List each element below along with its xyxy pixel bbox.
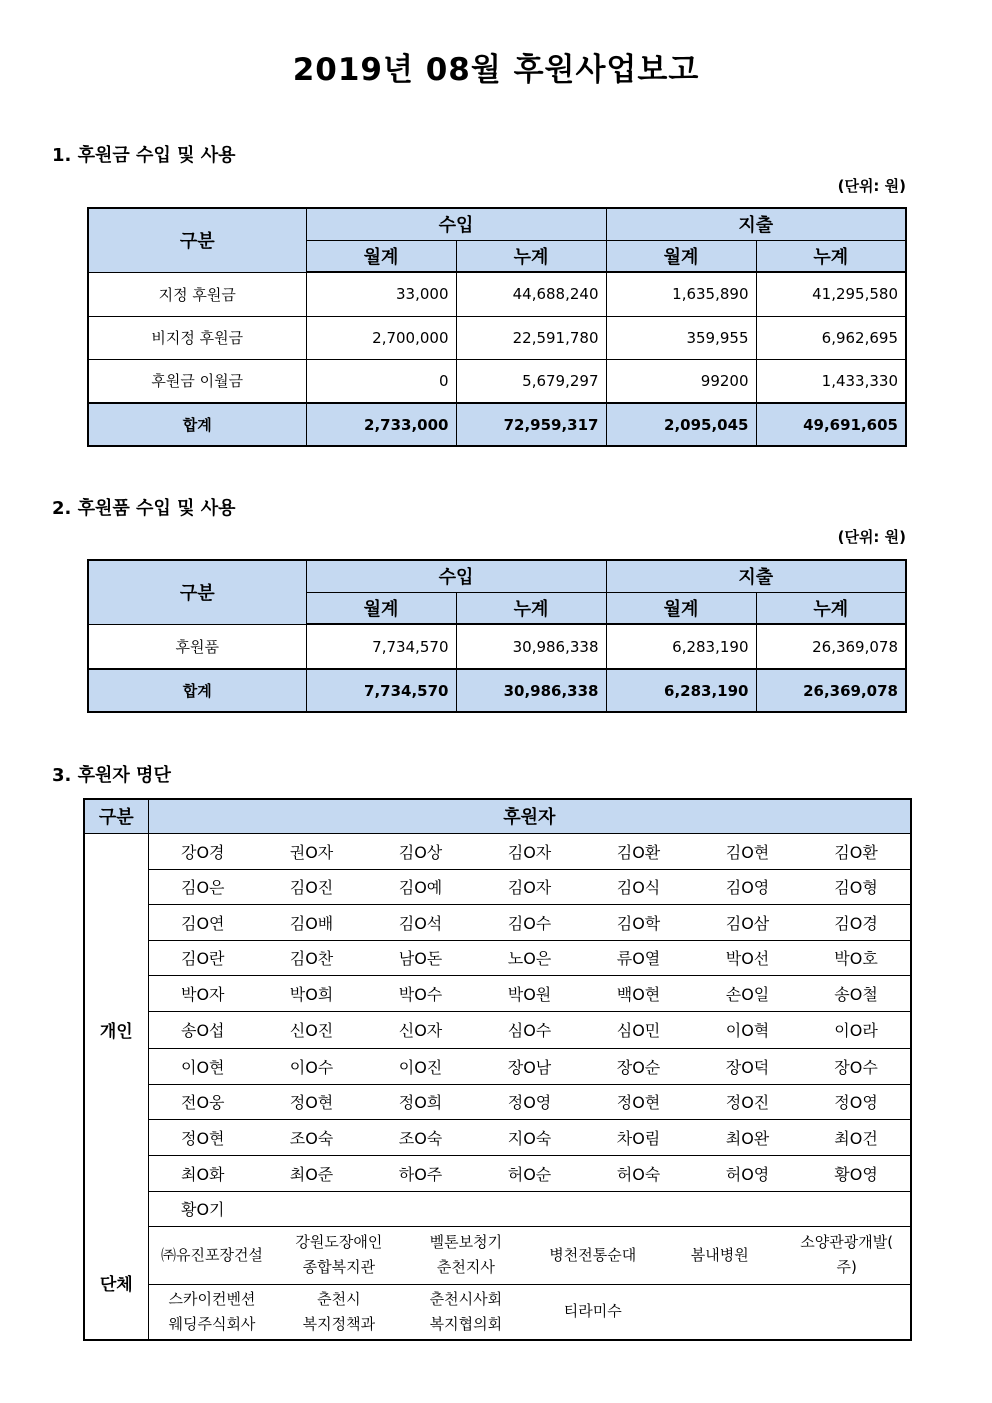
group-name (275, 1287, 402, 1337)
donor-name: 손O일 (693, 975, 802, 1011)
section3-heading: 3. 후원자 명단 (52, 765, 171, 786)
donor-name: 장O수 (802, 1048, 911, 1084)
donor-name: 김O삼 (693, 904, 802, 940)
total-label: 합계 (88, 403, 306, 446)
group-name-line: 춘천시 (317, 1289, 361, 1308)
group-cell-container (148, 1284, 911, 1340)
donor-name: 허O영 (693, 1155, 802, 1191)
table-row (88, 272, 906, 316)
cell-value: 33,000 (306, 272, 456, 316)
row-label: 비지정 후원금 (88, 316, 306, 359)
total-value: 30,986,338 (456, 669, 606, 712)
table-row (88, 316, 906, 359)
header-expense-cumulative: 누계 (756, 592, 906, 624)
group-name (402, 1230, 529, 1280)
total-value: 49,691,605 (756, 403, 906, 446)
cell-value: 6,283,190 (606, 624, 756, 669)
page-title: 2019년 08월 후원사업보고 (292, 52, 700, 88)
cell-value: 6,962,695 (756, 316, 906, 359)
group-name-line: 춘천지사 (436, 1258, 495, 1276)
donor-name: 이O현 (148, 1048, 257, 1084)
total-label: 합계 (88, 669, 306, 712)
donor-name: 최O준 (257, 1155, 366, 1191)
donor-row (84, 1048, 911, 1084)
donor-name: 김O자 (475, 833, 584, 869)
donor-name: 송O섭 (148, 1011, 257, 1048)
donor-name: 김O자 (475, 869, 584, 904)
cell-value: 1,433,330 (756, 359, 906, 403)
group-cell-container (148, 1226, 911, 1284)
donor-name: 김O상 (366, 833, 475, 869)
header-expense-cumulative: 누계 (756, 240, 906, 272)
header-income-monthly: 월계 (306, 592, 456, 624)
donor-name: 정O영 (475, 1084, 584, 1119)
donor-name: 심O민 (584, 1011, 693, 1048)
donor-name: 허O순 (475, 1155, 584, 1191)
donor-name (584, 1191, 693, 1226)
total-row (88, 669, 906, 712)
donor-name: 김O경 (802, 904, 911, 940)
donor-name: 박O희 (257, 975, 366, 1011)
donor-name: 장O순 (584, 1048, 693, 1084)
group-name (529, 1243, 656, 1268)
donor-name: 김O식 (584, 869, 693, 904)
donation-money-table (87, 207, 907, 447)
donor-name: 김O은 (148, 869, 257, 904)
donor-name: 김O수 (475, 904, 584, 940)
group-name-line: 병천전통순대 (549, 1245, 637, 1264)
cell-value: 41,295,580 (756, 272, 906, 316)
header-category: 구분 (88, 208, 306, 272)
individual-label: 개인 (84, 833, 148, 1226)
section2-heading: 2. 후원품 수입 및 사용 (52, 498, 236, 519)
group-name-line: ㈜유진포장건설 (160, 1245, 263, 1264)
donor-name: 신O진 (257, 1011, 366, 1048)
header-income: 수입 (306, 208, 606, 240)
table-row (88, 624, 906, 669)
total-row (88, 403, 906, 446)
group-name-line: 강원도장애인 (295, 1233, 383, 1251)
header-expense: 지출 (606, 560, 906, 592)
group-name-line: 소양관광개발( (800, 1233, 894, 1251)
cell-value: 7,734,570 (306, 624, 456, 669)
donor-name: 김O현 (693, 833, 802, 869)
donor-row (84, 1119, 911, 1155)
donor-name: 이O진 (366, 1048, 475, 1084)
header-income-cumulative: 누계 (456, 592, 606, 624)
donor-name: 최O완 (693, 1119, 802, 1155)
donor-name: 김O환 (584, 833, 693, 869)
donor-name: 박O선 (693, 940, 802, 975)
donor-name: 하O주 (366, 1155, 475, 1191)
donor-name: 김O찬 (257, 940, 366, 975)
cell-value: 2,700,000 (306, 316, 456, 359)
donor-name: 심O수 (475, 1011, 584, 1048)
donor-name: 노O은 (475, 940, 584, 975)
group-name (783, 1230, 910, 1280)
donor-name: 박O원 (475, 975, 584, 1011)
total-value: 2,095,045 (606, 403, 756, 446)
header-category: 구분 (84, 799, 148, 833)
cell-value: 22,591,780 (456, 316, 606, 359)
donor-name: 김O환 (802, 833, 911, 869)
section2-unit: (단위: 원) (837, 528, 906, 546)
donor-name (802, 1191, 911, 1226)
donor-name (693, 1191, 802, 1226)
table-row (88, 359, 906, 403)
header-expense: 지출 (606, 208, 906, 240)
header-category: 구분 (88, 560, 306, 624)
donor-name: 정O진 (693, 1084, 802, 1119)
group-label: 단체 (84, 1226, 148, 1340)
donor-name: 김O형 (802, 869, 911, 904)
cell-value: 30,986,338 (456, 624, 606, 669)
donor-name: 조O숙 (257, 1119, 366, 1155)
header-donors: 후원자 (148, 799, 911, 833)
donor-name: 차O림 (584, 1119, 693, 1155)
donor-row (84, 975, 911, 1011)
cell-value: 44,688,240 (456, 272, 606, 316)
donor-name: 김O영 (693, 869, 802, 904)
group-name (529, 1299, 656, 1324)
row-label: 후원품 (88, 624, 306, 669)
donor-name: 송O철 (802, 975, 911, 1011)
group-name-line: 복지협의회 (429, 1314, 503, 1333)
donor-name: 이O수 (257, 1048, 366, 1084)
donor-name: 박O자 (148, 975, 257, 1011)
donor-row (84, 1191, 911, 1226)
donor-name: 정O희 (366, 1084, 475, 1119)
donor-name: 정O현 (584, 1084, 693, 1119)
group-name-line: 복지정책과 (302, 1314, 376, 1333)
donor-name: 김O예 (366, 869, 475, 904)
cell-value: 359,955 (606, 316, 756, 359)
donor-name: 박O수 (366, 975, 475, 1011)
donor-name: 남O돈 (366, 940, 475, 975)
donor-name: 권O자 (257, 833, 366, 869)
donor-name: 김O학 (584, 904, 693, 940)
row-label: 후원금 이월금 (88, 359, 306, 403)
donor-name: 허O숙 (584, 1155, 693, 1191)
total-value: 26,369,078 (756, 669, 906, 712)
donor-name: 정O영 (802, 1084, 911, 1119)
donor-list-table (83, 798, 912, 1341)
group-name (275, 1230, 402, 1280)
group-name (656, 1243, 783, 1268)
donor-name: 이O라 (802, 1011, 911, 1048)
donor-name: 류O열 (584, 940, 693, 975)
cell-value: 5,679,297 (456, 359, 606, 403)
group-name-line: 봄내병원 (690, 1245, 749, 1264)
group-name-line: 스카이컨벤션 (168, 1289, 256, 1308)
donor-row (84, 904, 911, 940)
cell-value: 26,369,078 (756, 624, 906, 669)
donor-name: 김O진 (257, 869, 366, 904)
group-name-line: 주) (836, 1258, 857, 1276)
section1-unit: (단위: 원) (837, 177, 906, 195)
group-name-line: 종합복지관 (302, 1258, 376, 1276)
cell-value: 1,635,890 (606, 272, 756, 316)
cell-value: 0 (306, 359, 456, 403)
donor-name (475, 1191, 584, 1226)
section1-heading: 1. 후원금 수입 및 사용 (52, 145, 236, 166)
group-name-line: 티라미수 (563, 1302, 622, 1321)
header-income-cumulative: 누계 (456, 240, 606, 272)
group-name-line: 웨딩주식회사 (168, 1314, 256, 1333)
donor-name: 장O덕 (693, 1048, 802, 1084)
header-income-monthly: 월계 (306, 240, 456, 272)
donation-goods-table (87, 559, 907, 713)
donor-name: 정O현 (257, 1084, 366, 1119)
row-label: 지정 후원금 (88, 272, 306, 316)
donor-name (257, 1191, 366, 1226)
donor-row (84, 869, 911, 904)
donor-name: 최O건 (802, 1119, 911, 1155)
donor-row (84, 833, 911, 869)
header-income: 수입 (306, 560, 606, 592)
donor-name: 백O현 (584, 975, 693, 1011)
donor-name (366, 1191, 475, 1226)
total-value: 2,733,000 (306, 403, 456, 446)
donor-name: 김O배 (257, 904, 366, 940)
donor-name: 강O경 (148, 833, 257, 869)
group-name (149, 1243, 276, 1268)
donor-name: 신O자 (366, 1011, 475, 1048)
group-name (402, 1287, 529, 1337)
donor-name: 전O웅 (148, 1084, 257, 1119)
header-expense-monthly: 월계 (606, 592, 756, 624)
cell-value: 99200 (606, 359, 756, 403)
total-value: 72,959,317 (456, 403, 606, 446)
donor-name: 최O화 (148, 1155, 257, 1191)
donor-name: 황O기 (148, 1191, 257, 1226)
donor-name: 정O현 (148, 1119, 257, 1155)
total-value: 7,734,570 (306, 669, 456, 712)
donor-row (84, 1084, 911, 1119)
group-name-line: 벨톤보청기 (429, 1233, 503, 1251)
total-value: 6,283,190 (606, 669, 756, 712)
donor-name: 이O혁 (693, 1011, 802, 1048)
donor-name: 박O호 (802, 940, 911, 975)
donor-row (84, 1011, 911, 1048)
donor-name: 조O숙 (366, 1119, 475, 1155)
donor-name: 김O연 (148, 904, 257, 940)
group-name-line: 춘천시사회 (429, 1289, 503, 1308)
donor-name: 김O석 (366, 904, 475, 940)
group-row (84, 1284, 911, 1340)
donor-row (84, 1155, 911, 1191)
header-expense-monthly: 월계 (606, 240, 756, 272)
group-row (84, 1226, 911, 1284)
group-name (149, 1287, 276, 1337)
donor-name: 황O영 (802, 1155, 911, 1191)
donor-name: 지O숙 (475, 1119, 584, 1155)
donor-name: 장O남 (475, 1048, 584, 1084)
donor-name: 김O란 (148, 940, 257, 975)
donor-row (84, 940, 911, 975)
